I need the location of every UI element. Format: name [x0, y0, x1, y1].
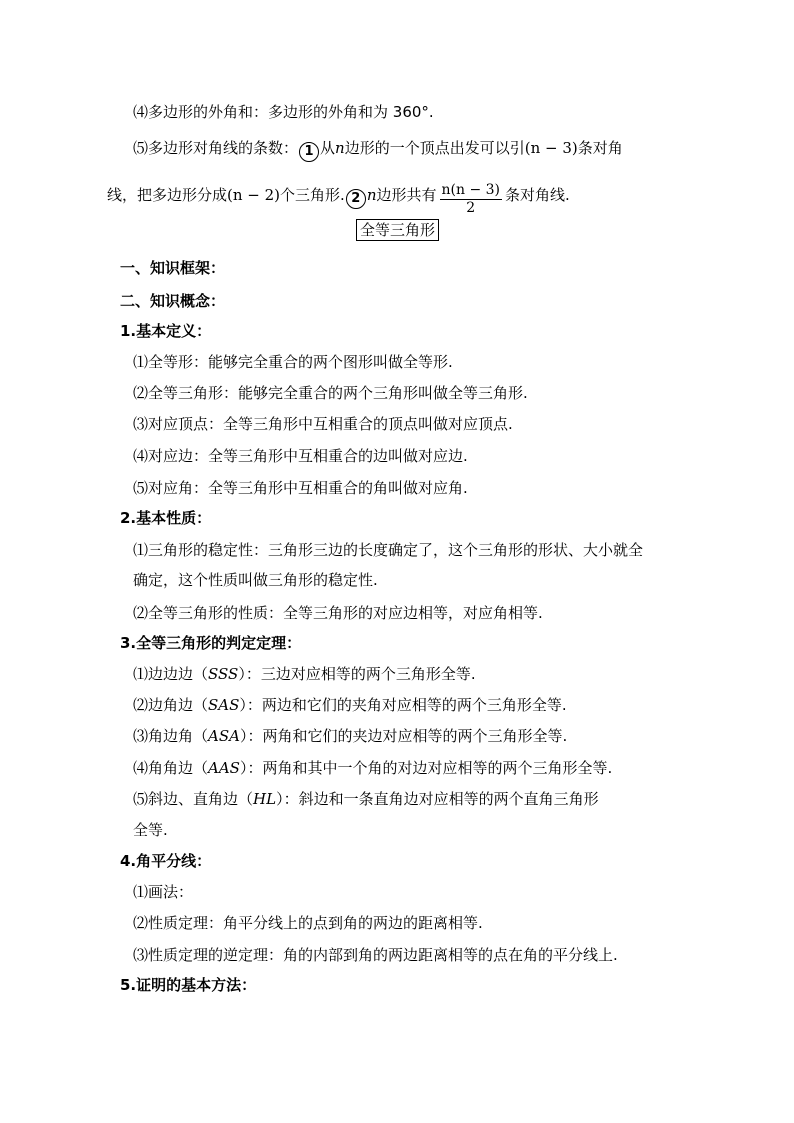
heading-angle-bisector: 4.角平分线： [120, 852, 212, 870]
text-segment: 条对角 [577, 139, 623, 157]
list-item: ⑵全等三角形的性质：全等三角形的对应边相等，对应角相等. [133, 604, 543, 622]
list-item-continuation: 确定，这个性质叫做三角形的稳定性. [133, 571, 378, 589]
text-segment: 边形的一个顶点出发可以引 [344, 139, 525, 157]
fraction-numerator: n(n − 3) [441, 182, 500, 198]
heading-knowledge-concepts: 二、知识概念： [120, 292, 226, 310]
fraction-denominator: 2 [466, 200, 476, 216]
list-item: ⑵全等三角形：能够完全重合的两个三角形叫做全等三角形. [133, 384, 528, 402]
text-segment: ）：两角和它们的夹边对应相等的两个三角形全等. [239, 727, 568, 745]
list-item: ⑴画法： [133, 883, 194, 901]
text-segment: 条对角线. [505, 186, 570, 204]
text-segment: 线，把多边形分成 [107, 186, 228, 204]
text-segment: 从 [320, 139, 336, 157]
fraction [440, 182, 503, 217]
section-title [356, 220, 439, 240]
text-segment: ⑷角角边（ [133, 759, 209, 777]
heading-knowledge-framework: 一、知识框架： [120, 259, 226, 277]
text-segment: 边形共有 [376, 186, 437, 204]
list-item: ⑶对应顶点：全等三角形中互相重合的顶点叫做对应顶点. [133, 415, 513, 433]
list-item [133, 758, 612, 778]
math-expression: (n − 2) [227, 186, 281, 204]
list-item [133, 789, 599, 809]
list-item: ⑸对应角：全等三角形中互相重合的角叫做对应角. [133, 479, 468, 497]
circled-number-1: 1 [299, 142, 319, 162]
section-title-text: 全等三角形 [356, 219, 439, 241]
abbreviation: HL [253, 790, 277, 808]
heading-basic-properties: 2.基本性质： [120, 509, 212, 527]
list-item: ⑷对应边：全等三角形中互相重合的边叫做对应边. [133, 447, 468, 465]
abbreviation: SAS [208, 696, 240, 714]
list-item: ⑶性质定理的逆定理：角的内部到角的两边距离相等的点在角的平分线上. [133, 946, 618, 964]
circled-number-2: 2 [346, 189, 366, 209]
abbreviation: ASA [208, 727, 240, 745]
math-variable-n: n [366, 186, 377, 204]
text-segment: ⑶角边角（ [133, 727, 209, 745]
math-expression: (n − 3) [524, 139, 578, 157]
abbreviation: AAS [208, 759, 240, 777]
text-segment: ）：两角和其中一个角的对边对应相等的两个三角形全等. [239, 759, 613, 777]
list-item [133, 664, 476, 684]
math-variable-n: n [335, 139, 345, 157]
text-segment: 个三角形. [280, 186, 345, 204]
text-segment: ⑴边边边（ [133, 665, 209, 683]
list-item: ⑴三角形的稳定性：三角形三边的长度确定了，这个三角形的形状、大小就全 [133, 541, 644, 559]
list-item [133, 726, 567, 746]
abbreviation: SSS [208, 665, 239, 683]
text-segment: ）：斜边和一条直角边对应相等的两个直角三角形 [276, 790, 599, 808]
heading-congruence-theorems: 3.全等三角形的判定定理： [120, 634, 302, 652]
text-segment: ）：两边和它们的夹角对应相等的两个三角形全等. [239, 696, 567, 714]
list-item: ⑴全等形：能够完全重合的两个图形叫做全等形. [133, 353, 453, 371]
heading-basic-definitions: 1.基本定义： [120, 322, 212, 340]
text-segment: ）：三边对应相等的两个三角形全等. [238, 665, 476, 683]
list-item-continuation: 全等. [133, 821, 168, 839]
text-segment: ⑸斜边、直角边（ [133, 790, 254, 808]
text-line-diagonals-1 [133, 138, 623, 162]
text-line-exterior-angle-sum: ⑷多边形的外角和：多边形的外角和为 360°. [133, 103, 434, 121]
text-segment: ⑵边角边（ [133, 696, 209, 714]
heading-proof-methods: 5.证明的基本方法： [120, 976, 257, 994]
text-segment: ⑸多边形对角线的条数： [133, 139, 299, 157]
list-item [133, 695, 567, 715]
text-line-diagonals-2 [107, 178, 570, 216]
list-item: ⑵性质定理：角平分线上的点到角的两边的距离相等. [133, 914, 483, 932]
